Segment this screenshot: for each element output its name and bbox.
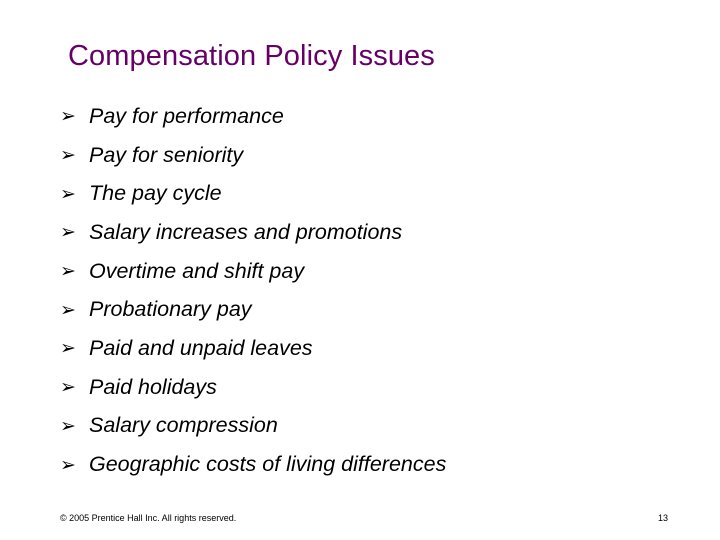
list-item bbox=[60, 290, 446, 329]
arrow-bullet-icon: ➢ bbox=[60, 144, 76, 167]
slide-title: Compensation Policy Issues bbox=[68, 40, 435, 72]
arrow-bullet-icon: ➢ bbox=[60, 337, 76, 360]
list-item bbox=[60, 329, 446, 368]
arrow-bullet-icon: ➢ bbox=[60, 260, 76, 283]
list-item bbox=[60, 407, 446, 446]
bullet-text: Paid holidays bbox=[89, 374, 217, 399]
list-item bbox=[60, 174, 446, 213]
bullet-text: Pay for seniority bbox=[89, 142, 244, 167]
list-item bbox=[60, 97, 446, 136]
arrow-bullet-icon: ➢ bbox=[60, 376, 76, 399]
list-item bbox=[60, 252, 446, 291]
arrow-bullet-icon: ➢ bbox=[60, 298, 76, 321]
bullet-text: Probationary pay bbox=[89, 297, 252, 322]
arrow-bullet-icon: ➢ bbox=[60, 453, 76, 476]
arrow-bullet-icon: ➢ bbox=[60, 182, 76, 205]
list-item bbox=[60, 136, 446, 175]
bullet-text: Paid and unpaid leaves bbox=[89, 335, 313, 360]
bullet-list bbox=[60, 97, 446, 484]
arrow-bullet-icon: ➢ bbox=[60, 414, 76, 437]
bullet-text: Overtime and shift pay bbox=[89, 258, 305, 283]
list-item bbox=[60, 445, 446, 484]
arrow-bullet-icon: ➢ bbox=[60, 105, 76, 128]
bullet-text: Geographic costs of living differences bbox=[89, 452, 447, 477]
arrow-bullet-icon: ➢ bbox=[60, 221, 76, 244]
copyright-notice: © 2005 Prentice Hall Inc. All rights reserved. bbox=[60, 513, 237, 523]
bullet-text: Salary increases and promotions bbox=[89, 219, 403, 244]
list-item bbox=[60, 368, 446, 407]
bullet-text: The pay cycle bbox=[89, 181, 222, 206]
bullet-text: Pay for performance bbox=[89, 103, 284, 128]
bullet-text: Salary compression bbox=[89, 413, 278, 438]
page-number: 13 bbox=[657, 513, 668, 523]
list-item bbox=[60, 213, 446, 252]
